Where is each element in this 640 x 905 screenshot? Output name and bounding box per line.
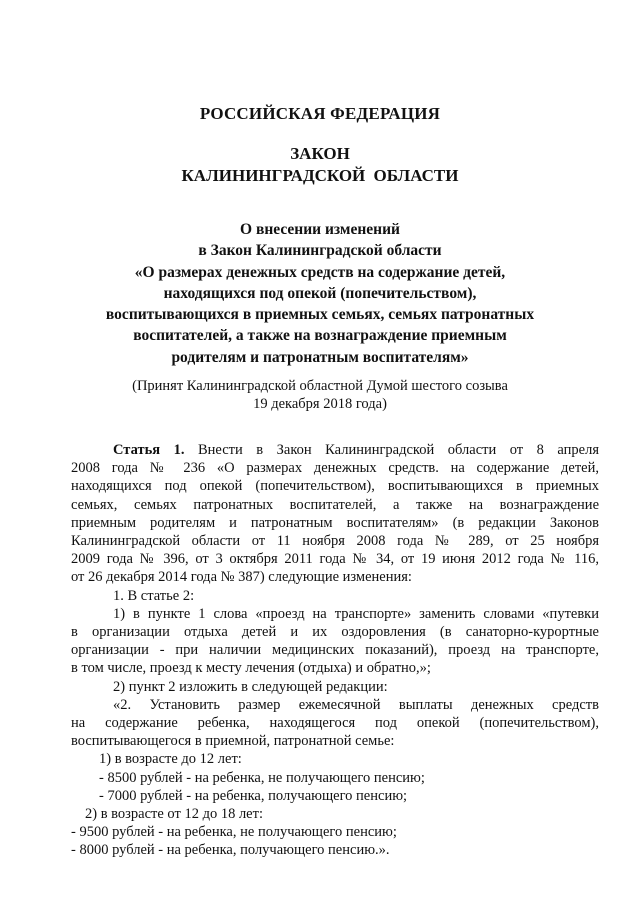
law-heading: ЗАКОН xyxy=(290,144,350,163)
adoption-note xyxy=(0,377,640,413)
subject-line: «О размерах денежных средств на содержание детей, xyxy=(134,263,506,281)
article-intro-first-line xyxy=(71,441,599,459)
subitem-2-heading: 2) пункт 2 изложить в следующей редакции: xyxy=(113,678,388,695)
subject-line: находящихся под опекой (попечительством), xyxy=(163,284,477,302)
subject-line: воспитывающихся в приемных семьях, семьях патронатных xyxy=(105,306,535,324)
quote-line: на содержание ребенка, находящегося под опекой (попечительством), xyxy=(71,715,599,732)
article-intro-line: семьях, семьях патронатных воспитателей, а также на вознаграждение xyxy=(71,496,599,513)
quote-line: воспитывающегося в приемной, патронатной семье: xyxy=(71,733,395,750)
article-intro-line: Внести в Закон Калининградской области от 8 апреля xyxy=(198,442,600,458)
subitem-1-line: в организации отдыха детей и их оздоровления (в санаторно-курортные xyxy=(71,624,599,641)
article-intro-line: приемным родителям и патронатным воспитателям» (в редакции Законов xyxy=(71,514,599,531)
age-group-2-item: - 9500 рублей - на ребенка, не получающего пенсию; xyxy=(71,824,397,841)
country-heading: РОССИЙСКАЯ ФЕДЕРАЦИЯ xyxy=(199,104,441,123)
adoption-line: 19 декабря 2018 года) xyxy=(253,396,387,412)
article-body xyxy=(71,441,599,860)
quote-line: «2. Установить размер ежемесячной выплаты денежных средств xyxy=(113,696,599,713)
subject-line: воспитателей, а также на вознаграждение приемным xyxy=(133,327,507,345)
article-intro-line: от 26 декабря 2014 года № 387) следующие изменения: xyxy=(71,569,412,586)
article-label: Статья 1. xyxy=(113,442,185,458)
item-1-heading: 1. В статье 2: xyxy=(113,587,195,604)
subject-line: О внесении изменений xyxy=(240,221,400,238)
age-group-1-item: - 8500 рублей - на ребенка, не получающего пенсию; xyxy=(99,769,425,786)
subject-line: родителям и патронатным воспитателям» xyxy=(171,348,469,366)
age-group-2: 2) в возрасте от 12 до 18 лет: xyxy=(85,806,263,823)
article-intro-line: 2009 года № 396, от 3 октября 2011 года № 34, от 19 июня 2012 года № 116, xyxy=(71,551,599,568)
law-subject xyxy=(0,219,640,368)
subitem-1-line: 1) в пункте 1 слова «проезд на транспорте» заменить словами «путевки xyxy=(113,605,599,622)
article-intro-line: находящихся под опекой (попечительством), воспитывающихся в приемных xyxy=(71,478,599,495)
age-group-1-item: - 7000 рублей - на ребенка, получающего пенсию; xyxy=(99,787,408,804)
adoption-line: (Принят Калининградской областной Думой шестого созыва xyxy=(132,378,508,394)
subitem-1-line: в том числе, проезд к месту лечения (отдыха) и обратно,»; xyxy=(71,660,431,677)
age-group-2-item: - 8000 рублей - на ребенка, получающего пенсию.». xyxy=(71,842,390,859)
subject-line: в Закон Калининградской области xyxy=(198,242,442,260)
article-intro-line: Калининградской области от 11 ноября 2008 года № 289, от 25 ноября xyxy=(71,533,599,550)
subitem-1-line: организации - при наличии медицинских показаний), проезд на транспорте, xyxy=(71,642,599,659)
article-intro-line: 2008 года № 236 «О размерах денежных средств. на содержание детей, xyxy=(71,460,599,477)
age-group-1: 1) в возрасте до 12 лет: xyxy=(99,751,242,768)
region-heading: КАЛИНИНГРАДСКОЙ ОБЛАСТИ xyxy=(181,166,459,185)
